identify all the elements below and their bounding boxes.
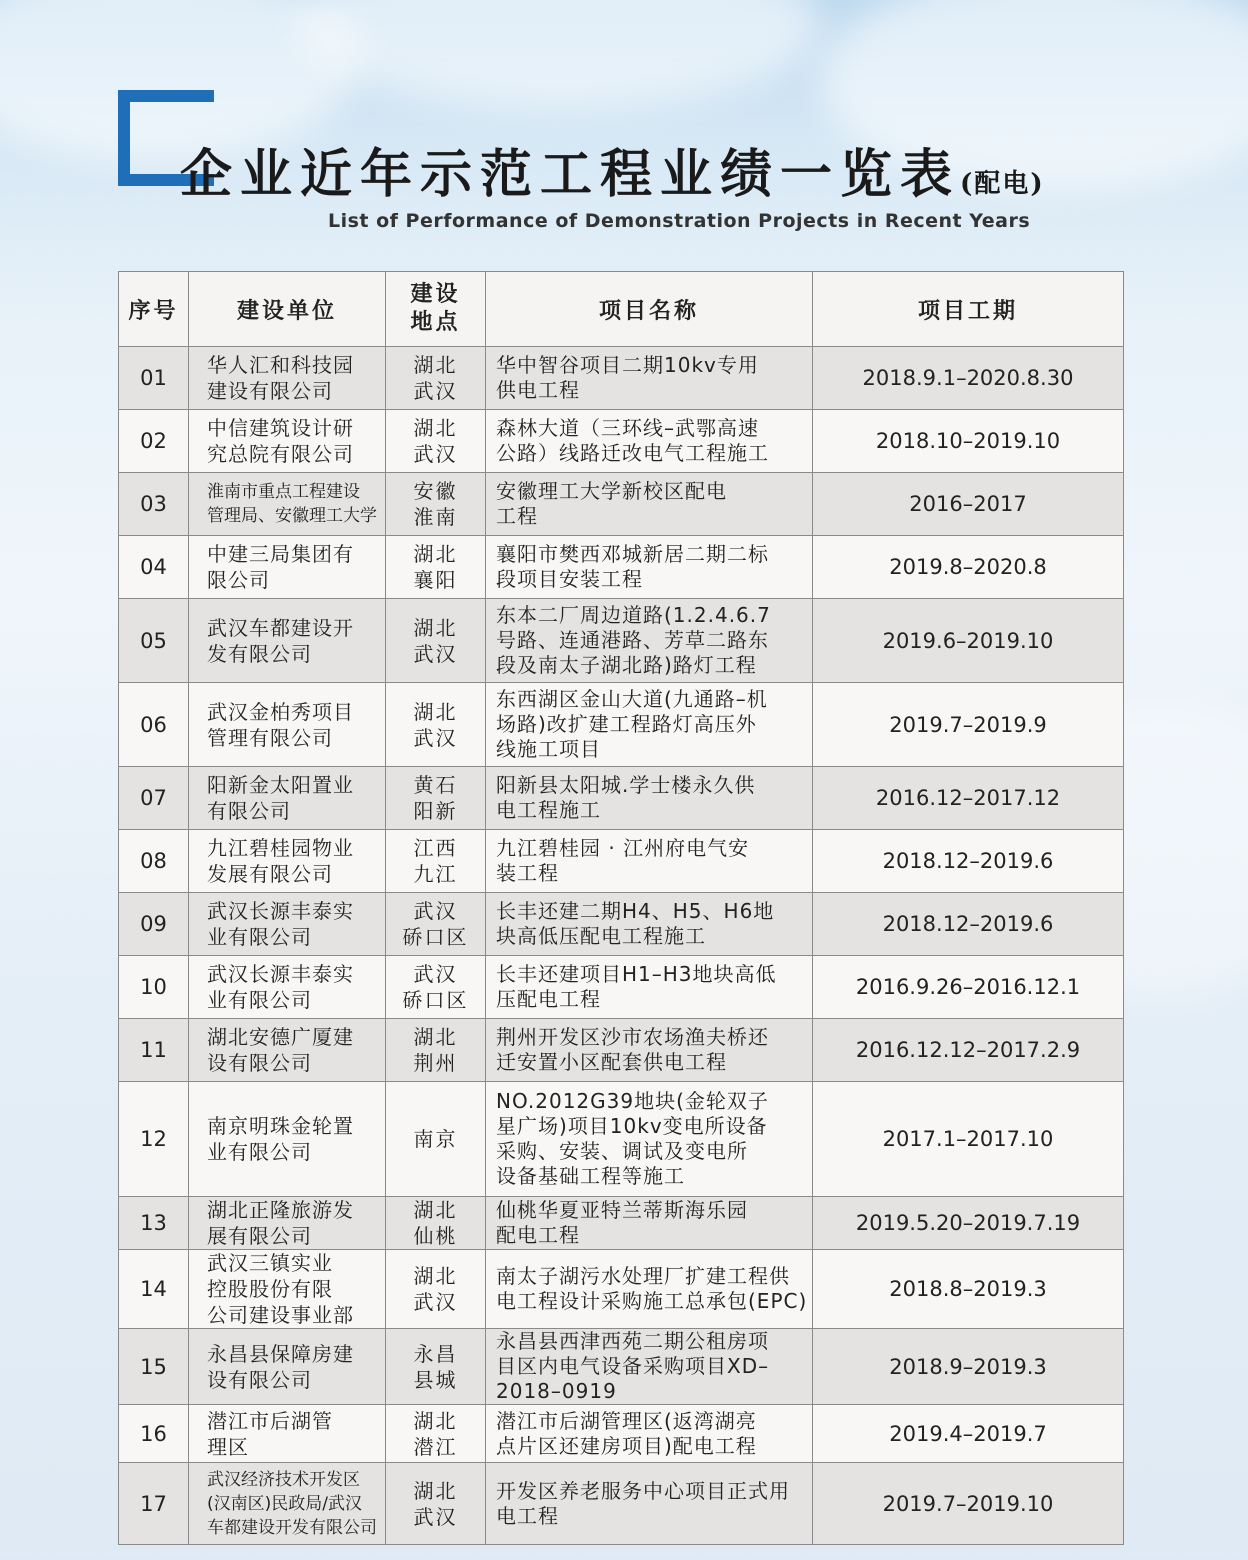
project-period: 2019.7–2019.9 [813, 683, 1124, 767]
construction-location-line: 湖北 [413, 615, 458, 640]
project-period: 2018.12–2019.6 [813, 893, 1124, 956]
construction-location [386, 1463, 486, 1545]
table-row [119, 830, 1124, 893]
table-row [119, 1329, 1124, 1405]
row-number: 12 [119, 1082, 189, 1197]
construction-unit-line: 展有限公司 [207, 1224, 312, 1248]
construction-location-line: 南京 [413, 1127, 458, 1151]
construction-unit-line: 车都建设开发有限公司 [207, 1517, 377, 1538]
project-name-line: NO.2012G39地块(金轮双子 [496, 1089, 769, 1113]
project-name-line: 开发区养老服务中心项目正式用 [496, 1478, 790, 1503]
project-period: 2018.8–2019.3 [813, 1250, 1124, 1329]
construction-unit-line: 究总院有限公司 [207, 442, 354, 466]
table-row [119, 347, 1124, 410]
project-name-line: 东本二厂周边道路(1.2.4.6.7 [496, 603, 771, 627]
header-period: 项目工期 [813, 272, 1124, 347]
page-subtitle: List of Performance of Demonstration Projects in Recent Years [328, 210, 1031, 232]
project-name-line: 装工程 [496, 861, 559, 885]
project-name-line: 永昌县西津西苑二期公租房项 [496, 1329, 769, 1353]
page-title [180, 132, 1045, 207]
construction-location-line: 湖北 [413, 353, 458, 377]
project-name-line: 线施工项目 [496, 737, 601, 761]
construction-location-line: 湖北 [413, 1025, 458, 1049]
row-number: 04 [119, 536, 189, 599]
construction-unit [189, 599, 386, 683]
project-period: 2016.12–2017.12 [813, 767, 1124, 830]
table-row [119, 536, 1124, 599]
construction-location-line: 湖北 [413, 416, 458, 440]
project-name-line: 电工程施工 [496, 798, 601, 822]
construction-unit-line: 有限公司 [207, 799, 291, 823]
construction-unit [189, 893, 386, 956]
project-name [486, 410, 813, 473]
project-name-line: 九江碧桂园 · 江州府电气安 [496, 836, 750, 860]
project-name-line: 南太子湖污水处理厂扩建工程供 [496, 1264, 790, 1288]
project-period: 2019.4–2019.7 [813, 1405, 1124, 1463]
construction-location-line: 湖北 [413, 1264, 458, 1288]
construction-location-line: 仙桃 [413, 1224, 458, 1248]
project-name-line: 长丰还建二期H4、H5、H6地 [496, 899, 775, 923]
construction-location-line: 九江 [413, 862, 458, 886]
construction-unit-line: 中信建筑设计研 [207, 416, 354, 440]
construction-location-line: 荆州 [413, 1051, 458, 1075]
project-period: 2018.9.1–2020.8.30 [813, 347, 1124, 410]
construction-location-line: 武汉 [413, 1504, 458, 1529]
table-row [119, 1197, 1124, 1250]
project-name [486, 683, 813, 767]
project-name-line: 公路）线路迁改电气工程施工 [496, 441, 769, 465]
row-number: 08 [119, 830, 189, 893]
table-row [119, 1250, 1124, 1329]
project-period: 2019.6–2019.10 [813, 599, 1124, 683]
page-title-text: 企业近年示范工程业绩一览表 [180, 144, 961, 205]
construction-location-line: 硚口区 [402, 988, 469, 1012]
construction-location-line: 武汉 [413, 641, 458, 666]
construction-location-line: 武汉 [413, 962, 458, 986]
construction-unit-line: (汉南区)民政局/武汉 [207, 1493, 362, 1514]
construction-unit-line: 潜江市后湖管 [207, 1408, 333, 1433]
table-row [119, 1082, 1124, 1197]
construction-unit-line: 武汉长源丰泰实 [207, 899, 354, 923]
construction-unit-line: 武汉金柏秀项目 [207, 699, 354, 724]
table-row [119, 1463, 1124, 1545]
project-name [486, 893, 813, 956]
construction-unit-line: 业有限公司 [207, 1140, 312, 1164]
construction-location-line: 江西 [413, 836, 458, 860]
construction-location-line: 湖北 [413, 699, 458, 724]
construction-unit-line: 阳新金太阳置业 [207, 773, 354, 797]
project-name-line: 压配电工程 [496, 987, 601, 1011]
construction-location [386, 1019, 486, 1082]
project-name-line: 长丰还建项目H1–H3地块高低 [496, 962, 777, 986]
row-number: 03 [119, 473, 189, 536]
construction-location-line: 襄阳 [413, 568, 458, 592]
project-period: 2016.9.26–2016.12.1 [813, 956, 1124, 1019]
table-row [119, 599, 1124, 683]
construction-unit-line: 设有限公司 [207, 1367, 312, 1392]
project-name-line: 森林大道（三环线–武鄂高速 [496, 416, 759, 440]
construction-location-line: 武汉 [413, 442, 458, 466]
project-name [486, 1463, 813, 1545]
construction-location-line: 武汉 [413, 1290, 458, 1314]
construction-location-line: 湖北 [413, 1198, 458, 1222]
project-name [486, 830, 813, 893]
construction-unit-line: 淮南市重点工程建设 [207, 482, 360, 502]
header-location [386, 272, 486, 347]
construction-location-line: 湖北 [413, 1408, 458, 1433]
construction-unit [189, 1329, 386, 1405]
project-period: 2017.1–2017.10 [813, 1082, 1124, 1197]
project-name-line: 迁安置小区配套供电工程 [496, 1050, 727, 1074]
page-title-suffix: (配电) [960, 169, 1045, 199]
construction-location [386, 767, 486, 830]
project-name-line: 场路)改扩建工程路灯高压外 [496, 712, 757, 736]
table-row [119, 767, 1124, 830]
construction-unit [189, 410, 386, 473]
construction-unit [189, 683, 386, 767]
project-name [486, 1405, 813, 1463]
row-number: 16 [119, 1405, 189, 1463]
construction-location-line: 武汉 [413, 379, 458, 403]
construction-unit-line: 中建三局集团有 [207, 542, 354, 566]
construction-location [386, 536, 486, 599]
construction-location [386, 893, 486, 956]
construction-unit-line: 管理有限公司 [207, 725, 333, 750]
project-name [486, 347, 813, 410]
project-period: 2018.9–2019.3 [813, 1329, 1124, 1405]
construction-location-line: 湖北 [413, 542, 458, 566]
construction-location-line: 永昌 [413, 1341, 458, 1366]
project-name-line: 号路、连通港路、芳草二路东 [496, 628, 769, 652]
row-number: 01 [119, 347, 189, 410]
project-name [486, 599, 813, 683]
row-number: 15 [119, 1329, 189, 1405]
table-row [119, 893, 1124, 956]
construction-unit-line: 公司建设事业部 [207, 1303, 354, 1327]
project-name-line: 采购、安装、调试及变电所 [496, 1139, 748, 1163]
construction-location-line: 淮南 [413, 505, 458, 529]
construction-unit [189, 1250, 386, 1329]
project-name [486, 767, 813, 830]
construction-location [386, 830, 486, 893]
construction-location [386, 1082, 486, 1197]
cloud-decoration [300, 0, 820, 110]
row-number: 10 [119, 956, 189, 1019]
project-name-line: 星广场)项目10kv变电所设备 [496, 1114, 768, 1138]
project-name-line: 目区内电气设备采购项目XD– [496, 1354, 770, 1378]
project-name [486, 536, 813, 599]
construction-location [386, 1405, 486, 1463]
construction-unit [189, 767, 386, 830]
row-number: 17 [119, 1463, 189, 1545]
construction-unit-line: 九江碧桂园物业 [207, 836, 354, 860]
construction-unit-line: 管理局、安徽理工大学 [207, 506, 377, 526]
project-name [486, 1019, 813, 1082]
construction-unit-line: 武汉车都建设开 [207, 615, 354, 640]
construction-unit [189, 1405, 386, 1463]
table-header-row [119, 272, 1124, 347]
row-number: 13 [119, 1197, 189, 1250]
project-name-line: 电工程 [496, 1503, 559, 1528]
header-location-line: 地点 [410, 310, 461, 335]
construction-unit [189, 1019, 386, 1082]
construction-location-line: 潜江 [413, 1434, 458, 1459]
construction-unit [189, 1082, 386, 1197]
construction-unit-line: 发有限公司 [207, 641, 312, 666]
row-number: 05 [119, 599, 189, 683]
project-period: 2019.7–2019.10 [813, 1463, 1124, 1545]
construction-unit-line: 南京明珠金轮置 [207, 1114, 354, 1138]
table-row [119, 683, 1124, 767]
project-period: 2018.10–2019.10 [813, 410, 1124, 473]
project-name-line: 荆州开发区沙市农场渔夫桥还 [496, 1025, 769, 1049]
table-row [119, 410, 1124, 473]
construction-location-line: 阳新 [413, 799, 458, 823]
construction-location-line: 县城 [413, 1367, 458, 1392]
construction-location-line: 武汉 [413, 725, 458, 750]
header-project: 项目名称 [486, 272, 813, 347]
table-row [119, 1405, 1124, 1463]
project-name-line: 工程 [496, 504, 538, 528]
construction-unit-line: 控股股份有限 [207, 1277, 333, 1301]
table-row [119, 956, 1124, 1019]
project-name-line: 潜江市后湖管理区(返湾湖亮 [496, 1408, 757, 1433]
construction-location [386, 599, 486, 683]
construction-unit [189, 1197, 386, 1250]
project-name-line: 点片区还建房项目)配电工程 [496, 1433, 757, 1458]
construction-location [386, 410, 486, 473]
construction-unit-line: 湖北安德广厦建 [207, 1025, 354, 1049]
construction-unit [189, 1463, 386, 1545]
project-name-line: 2018–0919 [496, 1379, 617, 1403]
project-name-line: 设备基础工程等施工 [496, 1164, 685, 1188]
project-name-line: 段及南太子湖北路)路灯工程 [496, 653, 757, 677]
project-period: 2016–2017 [813, 473, 1124, 536]
construction-unit-line: 华人汇和科技园 [207, 353, 354, 377]
construction-unit-line: 业有限公司 [207, 988, 312, 1012]
construction-location [386, 956, 486, 1019]
project-name [486, 956, 813, 1019]
construction-unit [189, 347, 386, 410]
row-number: 14 [119, 1250, 189, 1329]
construction-unit-line: 建设有限公司 [207, 379, 333, 403]
project-name-line: 襄阳市樊西邓城新居二期二标 [496, 542, 769, 566]
project-period: 2016.12.12–2017.2.9 [813, 1019, 1124, 1082]
construction-unit [189, 536, 386, 599]
project-period: 2018.12–2019.6 [813, 830, 1124, 893]
project-name [486, 1329, 813, 1405]
row-number: 11 [119, 1019, 189, 1082]
project-name-line: 供电工程 [496, 378, 580, 402]
construction-location-line: 武汉 [413, 899, 458, 923]
construction-unit-line: 湖北正隆旅游发 [207, 1198, 354, 1222]
construction-location [386, 473, 486, 536]
project-name [486, 1082, 813, 1197]
construction-unit-line: 永昌县保障房建 [207, 1341, 354, 1366]
table-row [119, 1019, 1124, 1082]
construction-unit-line: 设有限公司 [207, 1051, 312, 1075]
construction-unit [189, 830, 386, 893]
construction-location [386, 1329, 486, 1405]
project-name [486, 1197, 813, 1250]
construction-location-line: 安徽 [413, 479, 458, 503]
construction-unit [189, 956, 386, 1019]
construction-location [386, 683, 486, 767]
project-name-line: 电工程设计采购施工总承包(EPC) [496, 1289, 808, 1313]
construction-unit-line: 武汉三镇实业 [207, 1251, 333, 1275]
project-name [486, 473, 813, 536]
header-location-line: 建设 [410, 282, 461, 307]
project-name-line: 华中智谷项目二期10kv专用 [496, 353, 759, 377]
construction-unit-line: 限公司 [207, 568, 270, 592]
table-row [119, 473, 1124, 536]
row-number: 02 [119, 410, 189, 473]
header-no: 序号 [119, 272, 189, 347]
row-number: 07 [119, 767, 189, 830]
construction-location [386, 1197, 486, 1250]
construction-unit-line: 理区 [207, 1434, 249, 1459]
project-name-line: 配电工程 [496, 1223, 580, 1247]
project-name [486, 1250, 813, 1329]
construction-location-line: 湖北 [413, 1478, 458, 1503]
construction-unit-line: 武汉长源丰泰实 [207, 962, 354, 986]
construction-location-line: 硚口区 [402, 925, 469, 949]
construction-location [386, 347, 486, 410]
project-name-line: 块高低压配电工程施工 [496, 924, 706, 948]
performance-table [118, 271, 1124, 1545]
construction-location-line: 黄石 [413, 773, 458, 797]
construction-unit [189, 473, 386, 536]
project-name-line: 段项目安装工程 [496, 567, 643, 591]
header-unit: 建设单位 [189, 272, 386, 347]
project-name-line: 仙桃华夏亚特兰蒂斯海乐园 [496, 1198, 748, 1222]
project-name-line: 东西湖区金山大道(九通路–机 [496, 687, 768, 711]
project-period: 2019.5.20–2019.7.19 [813, 1197, 1124, 1250]
construction-unit-line: 业有限公司 [207, 925, 312, 949]
construction-unit-line: 武汉经济技术开发区 [207, 1469, 360, 1490]
row-number: 06 [119, 683, 189, 767]
construction-location [386, 1250, 486, 1329]
project-name-line: 安徽理工大学新校区配电 [496, 479, 727, 503]
row-number: 09 [119, 893, 189, 956]
project-period: 2019.8–2020.8 [813, 536, 1124, 599]
project-name-line: 阳新县太阳城.学士楼永久供 [496, 773, 756, 797]
construction-unit-line: 发展有限公司 [207, 862, 333, 886]
